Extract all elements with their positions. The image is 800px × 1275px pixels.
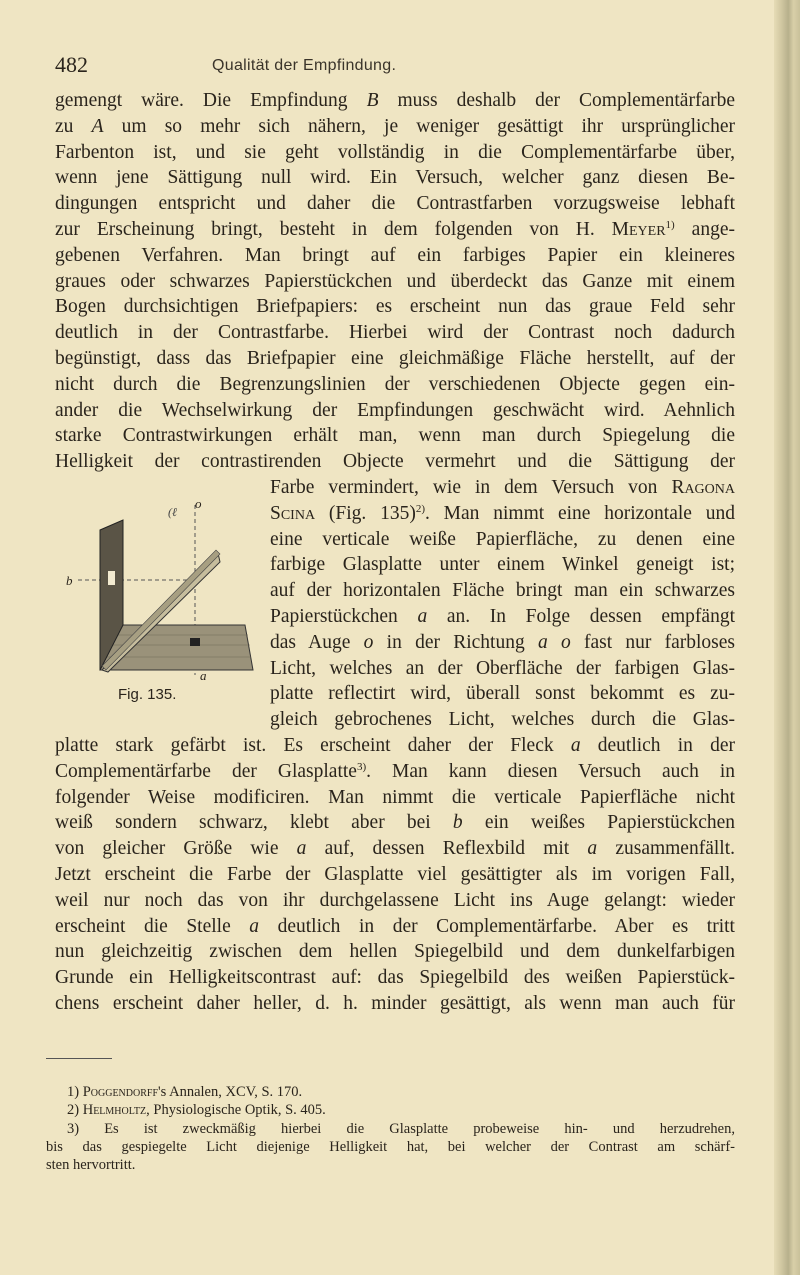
text-run: Jetzt erscheint die Farbe der Glasplatte viel gesättigter als im vorigen Fall,: [55, 864, 735, 885]
figure-label-o: o: [195, 496, 202, 511]
author-name: Helmholtz: [82, 1102, 147, 1118]
footnote-rule: [46, 1058, 112, 1059]
text-line: [55, 269, 735, 295]
text-run: zu: [55, 115, 92, 137]
text-run: muss deshalb der Complementärfarbe: [378, 90, 735, 111]
text-run: Grunde ein Helligkeitscontrast auf: das Spiegelbild des weißen Papierstück-: [55, 967, 735, 989]
text-line: [55, 114, 735, 140]
text-run: gemengt wäre. Die Empfindung: [55, 90, 367, 111]
text-run: graues oder schwarzes Papierstückchen und überdeckt das Ganze mit einem: [55, 270, 735, 292]
text-run: bis das gespiegelte Licht diejenige Helligkeit hat, bei welcher der Contrast am schärf-: [46, 1139, 735, 1155]
text-run: wenn jene Sättigung null wird. Ein Versuch, welcher ganz diesen Be-: [55, 167, 735, 189]
text-run: ein weißes Papierstückchen: [462, 812, 736, 834]
footnote: [46, 1138, 735, 1156]
footnote: [67, 1101, 326, 1119]
text-run: Helligkeit der contrastirenden Objecte vermehrt und die Sättigung der: [55, 451, 735, 473]
text-run: platte reflectirt wird, überall sonst bekommt es zu-: [270, 683, 735, 705]
text-line: [55, 733, 735, 759]
text-run: Licht, welches an der Oberfläche der farbigen Glas-: [270, 657, 735, 679]
text-run: auf der horizontalen Fläche bringt man ein schwarzes: [270, 580, 735, 602]
text-run: gebenen Verfahren. Man bringt auf ein farbiges Papier ein kleineres: [55, 244, 735, 266]
figure-135-illustration: [78, 495, 268, 685]
text-run: chens erscheint daher heller, d. h. minder gesättigt, als wenn man auch für: [55, 993, 735, 1014]
text-run: auf, dessen Reflexbild mit: [306, 838, 588, 860]
text-run: 1): [67, 1084, 83, 1100]
text-run: deutlich in der: [580, 735, 735, 756]
text-line: [55, 320, 735, 346]
text-line: [55, 140, 735, 166]
italic-symbol: a: [417, 606, 428, 627]
text-run: sten hervortritt.: [46, 1157, 136, 1173]
text-run: 's Annalen, XCV, S. 170.: [158, 1084, 303, 1100]
text-run: 2): [67, 1102, 83, 1118]
text-line: [55, 398, 735, 424]
text-run: zusammenfällt.: [597, 838, 735, 860]
footnote: [67, 1083, 302, 1101]
text-run: zur Erscheinung bringt, besteht in dem folgenden von H.: [55, 219, 612, 240]
text-line: [270, 501, 735, 527]
text-run: , Physiologische Optik, S. 405.: [146, 1102, 326, 1118]
italic-symbol: a: [570, 735, 581, 756]
text-line: [55, 217, 735, 243]
text-line: [55, 862, 735, 888]
text-run: deutlich in der Contrastfarbe. Hierbei wird der Contrast noch dadurch: [55, 322, 735, 344]
text-line: [55, 914, 735, 940]
text-line: [270, 604, 735, 630]
italic-symbol: A: [91, 115, 104, 137]
text-line: [55, 423, 735, 449]
text-run: nicht durch die Begrenzungslinien der verschiedenen Objecte gegen ein-: [55, 373, 735, 395]
text-line: [270, 475, 735, 501]
text-run: erscheint die Stelle: [55, 915, 250, 937]
text-line: [55, 372, 735, 398]
running-title: Qualität der Empfindung.: [212, 57, 397, 74]
text-run: Farbenton ist, und sie geht vollständig in die Complementärfarbe über,: [55, 141, 735, 163]
text-line: [55, 346, 735, 372]
text-run: (Fig. 135): [315, 502, 416, 524]
text-run: fast nur farbloses: [570, 631, 736, 653]
text-line: [55, 759, 735, 785]
text-run: platte stark gefärbt ist. Es erscheint daher der Fleck: [55, 735, 571, 756]
text-run: Papierstückchen: [270, 606, 418, 627]
italic-symbol: B: [366, 90, 379, 111]
text-line: [270, 578, 735, 604]
text-run: starke Contrastwirkungen erhält man, wenn man durch Spiegelung die: [55, 425, 735, 447]
author-name: Meyer: [611, 219, 666, 240]
text-run: an. In Folge dessen empfängt: [427, 606, 735, 627]
text-line: [55, 165, 735, 191]
text-line: [55, 88, 735, 114]
text-line: [55, 939, 735, 965]
text-line: [270, 681, 735, 707]
author-name: Scina: [270, 502, 316, 524]
author-name: Ragona: [671, 477, 735, 498]
text-line: [270, 630, 735, 656]
figure-label-a: a: [200, 668, 207, 683]
italic-symbol: a: [587, 838, 598, 860]
text-line: [55, 965, 735, 991]
text-run: 3) Es ist zweckmäßig hierbei die Glasplatte probeweise hin- und herzudrehen,: [67, 1121, 735, 1137]
text-run: Bogen durchsichtigen Briefpapiers: es erscheint nun das graue Feld sehr: [55, 296, 735, 318]
text-run: deutlich in der Complementärfarbe. Aber es tritt: [259, 915, 735, 937]
italic-symbol: b: [452, 812, 463, 834]
italic-symbol: a: [296, 838, 307, 860]
footnote-marker: 3): [356, 760, 367, 773]
text-line: [270, 707, 735, 733]
text-run: Complementärfarbe der Glasplatte: [55, 760, 357, 782]
footnote-marker: 1): [665, 219, 675, 231]
text-line: [270, 552, 735, 578]
author-name: Poggendorff: [82, 1084, 159, 1100]
italic-symbol: o: [363, 631, 374, 653]
text-run: . Man nimmt eine horizontale und: [425, 502, 736, 524]
text-run: in der Richtung: [373, 631, 538, 653]
footnote-marker: 2): [415, 502, 425, 515]
page-edge: [774, 0, 800, 1275]
svg-text:(ℓ: (ℓ: [168, 505, 177, 519]
text-line: [55, 836, 735, 862]
text-line: [270, 527, 735, 553]
page-number: 482: [55, 52, 88, 77]
text-line: [55, 191, 735, 217]
footnote: [46, 1156, 135, 1174]
text-line: [55, 449, 735, 475]
text-run: farbige Glasplatte unter einem Winkel geneigt ist;: [270, 554, 735, 576]
text-run: . Man kann diesen Versuch auch in: [366, 760, 736, 782]
italic-symbol: a: [249, 915, 260, 937]
text-run: folgender Weise modificiren. Man nimmt die verticale Papierfläche nicht: [55, 786, 735, 808]
text-run: um so mehr sich nähern, je weniger gesättigt ihr ursprünglicher: [103, 115, 735, 137]
text-run: ange-: [674, 219, 735, 240]
figure-label-b: b: [66, 573, 73, 588]
text-run: von gleicher Größe wie: [55, 838, 297, 860]
text-line: [55, 243, 735, 269]
text-run: gleich gebrochenes Licht, welches durch die Glas-: [270, 709, 735, 731]
text-run: eine verticale weiße Papierfläche, zu denen eine: [270, 528, 735, 550]
figure-caption: Fig. 135.: [118, 686, 177, 703]
text-line: [55, 888, 735, 914]
footnote: [67, 1120, 735, 1138]
text-run: das Auge: [270, 631, 364, 653]
text-run: nun gleichzeitig zwischen dem hellen Spiegelbild und dem dunkelfarbigen: [55, 941, 735, 963]
text-run: dingungen entspricht und daher die Contrastfarben vorzugsweise lebhaft: [55, 193, 735, 215]
text-line: [55, 785, 735, 811]
text-run: Farbe vermindert, wie in dem Versuch von: [270, 477, 672, 498]
text-run: weil nur noch das von ihr durchgelassene Licht ins Auge gelangt: wieder: [55, 889, 735, 911]
text-line: [55, 294, 735, 320]
text-run: begünstigt, dass das Briefpapier eine gleichmäßige Fläche herstellt, auf der: [55, 348, 735, 369]
text-run: weiß sondern schwarz, klebt aber bei: [55, 812, 453, 834]
text-line: [55, 810, 735, 836]
text-line: [270, 656, 735, 682]
italic-symbol: a o: [537, 631, 571, 653]
text-run: ander die Wechselwirkung der Empfindungen geschwächt wird. Aehnlich: [55, 399, 735, 421]
text-line: [55, 991, 735, 1017]
